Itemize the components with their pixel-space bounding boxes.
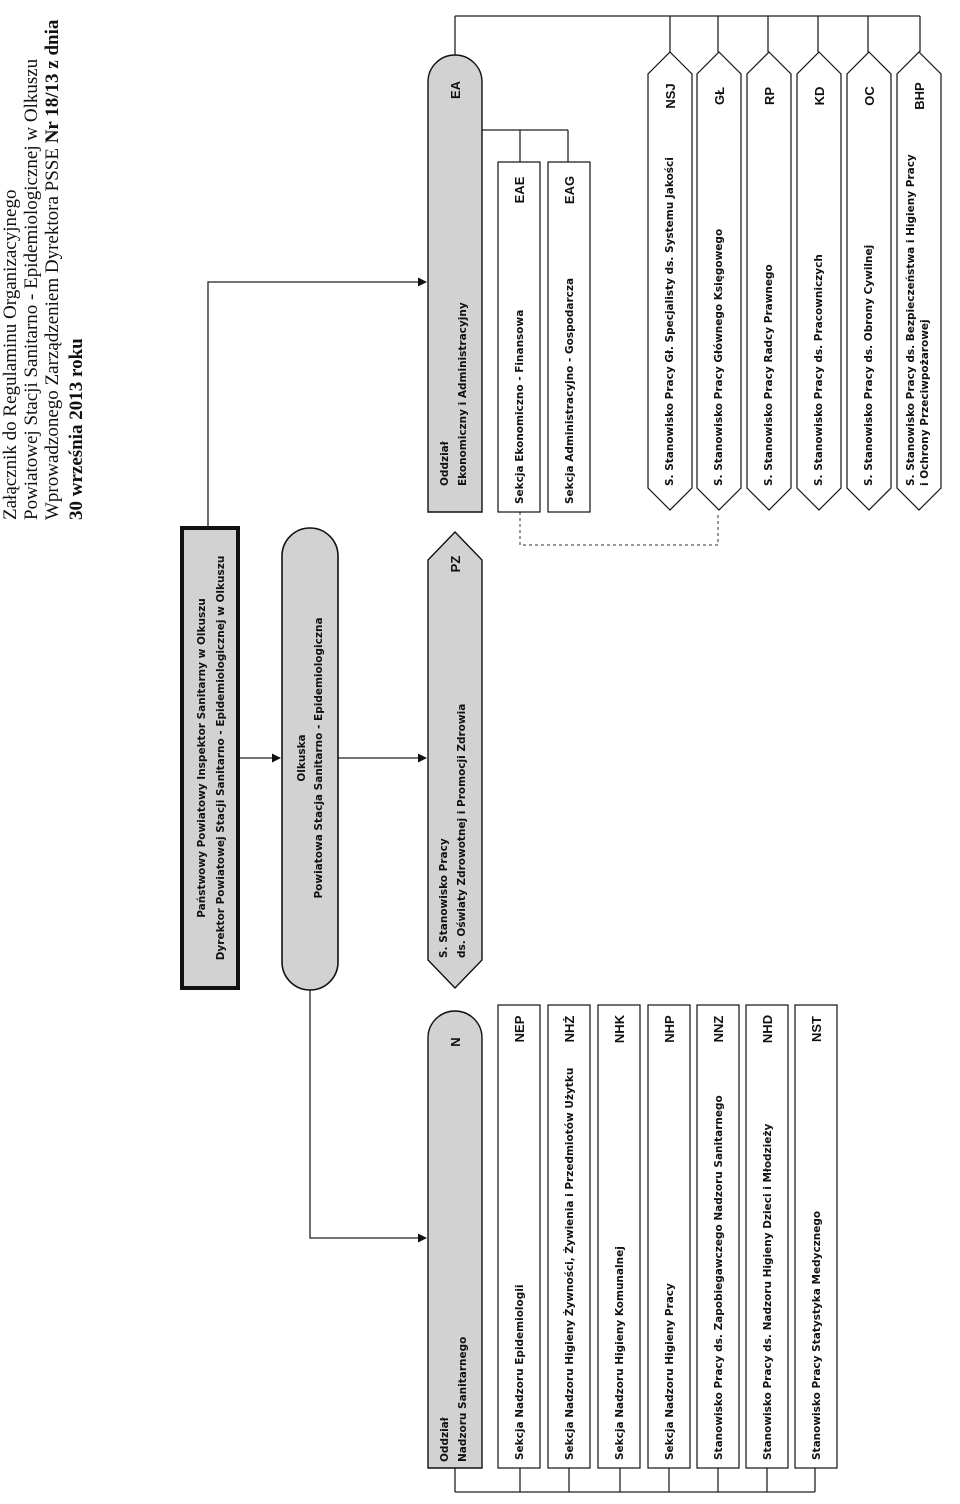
dept-pz-line-2: ds. Oświaty Zdrowotnej i Promocji Zdrowia (456, 703, 468, 958)
ea-post-code: KD (812, 86, 827, 106)
arrow-director-ea (208, 282, 426, 528)
n-section-box (746, 1005, 788, 1468)
header-line-2: Powiatowej Stacji Sanitarno - Epidemiologicznej w Olkuszu (21, 58, 42, 520)
ea-post-box (648, 52, 692, 510)
n-section-box (697, 1005, 739, 1468)
n-section-label: Sekcja Nadzoru Epidemiologii (514, 1284, 526, 1460)
dept-n-box (428, 1011, 482, 1468)
station-subtitle: Powiatowa Stacja Sanitarno - Epidemiologiczna (313, 617, 325, 899)
ea-section-code: EAE (512, 176, 527, 204)
header-line-3-prefix: Wprowadzonego Zarządzeniem Dyrektora PSSE (42, 143, 63, 520)
ea-post-label: S. Stanowisko Pracy Radcy Prawnego (763, 264, 775, 486)
ea-post-code: NSJ (663, 83, 678, 109)
ea-post-label: S. Stanowisko Pracy Głównego Księgowego (713, 228, 725, 486)
n-section-code: NHK (612, 1014, 627, 1044)
n-section-box (498, 1005, 540, 1468)
ea-post-box (797, 52, 841, 510)
ea-post-code: GŁ (712, 86, 727, 106)
director-subtitle: Dyrektor Powiatowej Stacji Sanitarno - Epidemiologicznej w Olkuszu (215, 555, 227, 961)
header-line-1: Załącznik do Regulaminu Organizacyjnego (0, 189, 21, 520)
header-line-4: 30 września 2013 roku (66, 338, 87, 520)
n-section-code: NST (809, 1016, 824, 1042)
header-line-3-bold: Nr 18/13 z dnia (42, 19, 63, 144)
arrow-station-n (310, 990, 426, 1238)
n-section-code: NHP (662, 1015, 677, 1043)
n-section-code: NHD (760, 1014, 775, 1044)
ea-section-box (548, 162, 590, 512)
ea-post-box (897, 52, 941, 510)
dept-n-code: N (448, 1037, 463, 1047)
ea-post-label: S. Stanowisko Pracy Gł. Specjalisty ds. Systemu Jakości (664, 157, 676, 486)
dept-n-line-2: Nadzoru Sanitarnego (457, 1336, 469, 1462)
n-section-label: Stanowisko Pracy ds. Nadzoru Higieny Dzieci i Młodzieży (762, 1123, 774, 1460)
n-section-box (548, 1005, 590, 1468)
station-title: Olkuska (296, 734, 308, 782)
n-section-code: NHŻ (562, 1015, 577, 1043)
dept-pz-line-1: S. Stanowisko Pracy (438, 838, 450, 958)
ea-section-box (498, 162, 540, 512)
ea-post-code: BHP (912, 82, 927, 110)
ea-section-label: Sekcja Ekonomiczno - Finansowa (514, 309, 526, 504)
ea-post-code: OC (862, 86, 877, 106)
ea-post-code: RP (762, 86, 777, 106)
director-box (182, 528, 238, 988)
document-header (0, 19, 87, 520)
n-section-label: Stanowisko Pracy Statystyka Medycznego (811, 1210, 823, 1460)
dept-n-line-1: Oddział (439, 1417, 451, 1462)
dept-n-sections (498, 1005, 837, 1468)
ea-post-box (747, 52, 791, 510)
n-section-code: NNZ (711, 1015, 726, 1043)
station-box (282, 528, 338, 990)
dept-pz-code: PZ (448, 555, 463, 573)
dept-ea-line-1: Oddział (439, 441, 451, 486)
dashed-link-gl-eae (520, 512, 718, 545)
ea-post-label: S. Stanowisko Pracy ds. Bezpieczeństwa i Higieny Pracy (905, 154, 917, 486)
ea-post-label-2: i Ochrony Przeciwpożarowej (919, 319, 931, 486)
dept-ea-posts (648, 52, 941, 510)
ea-section-code: EAG (562, 175, 577, 205)
ea-post-label: S. Stanowisko Pracy ds. Pracowniczych (813, 254, 825, 486)
n-section-box (795, 1005, 837, 1468)
n-section-box (598, 1005, 640, 1468)
ea-section-label: Sekcja Administracyjno - Gospodarcza (564, 277, 576, 504)
n-section-label: Stanowisko Pracy ds. Zapobiegawczego Nadzoru Sanitarnego (713, 1095, 725, 1460)
n-section-label: Sekcja Nadzoru Higieny Żywności, Żywienia i Przedmiotów Użytku (564, 1067, 576, 1460)
n-section-box (648, 1005, 690, 1468)
dept-ea-code: EA (448, 80, 463, 100)
ea-post-label: S. Stanowisko Pracy ds. Obrony Cywilnej (863, 244, 875, 486)
dept-ea-sections (498, 162, 590, 512)
dept-pz-box (428, 532, 482, 988)
dept-ea-line-2: Ekonomiczny i Administracyjny (457, 302, 469, 486)
dept-ea-box (428, 55, 482, 512)
ea-post-box (847, 52, 891, 510)
n-section-label: Sekcja Nadzoru Higieny Komunalnej (614, 1246, 626, 1460)
n-section-code: NEP (512, 1015, 527, 1043)
director-title: Państwowy Powiatowy Inspektor Sanitarny w Olkuszu (196, 598, 208, 918)
header-line-3 (42, 19, 63, 520)
ea-post-box (697, 52, 741, 510)
n-section-label: Sekcja Nadzoru Higieny Pracy (664, 1283, 676, 1460)
